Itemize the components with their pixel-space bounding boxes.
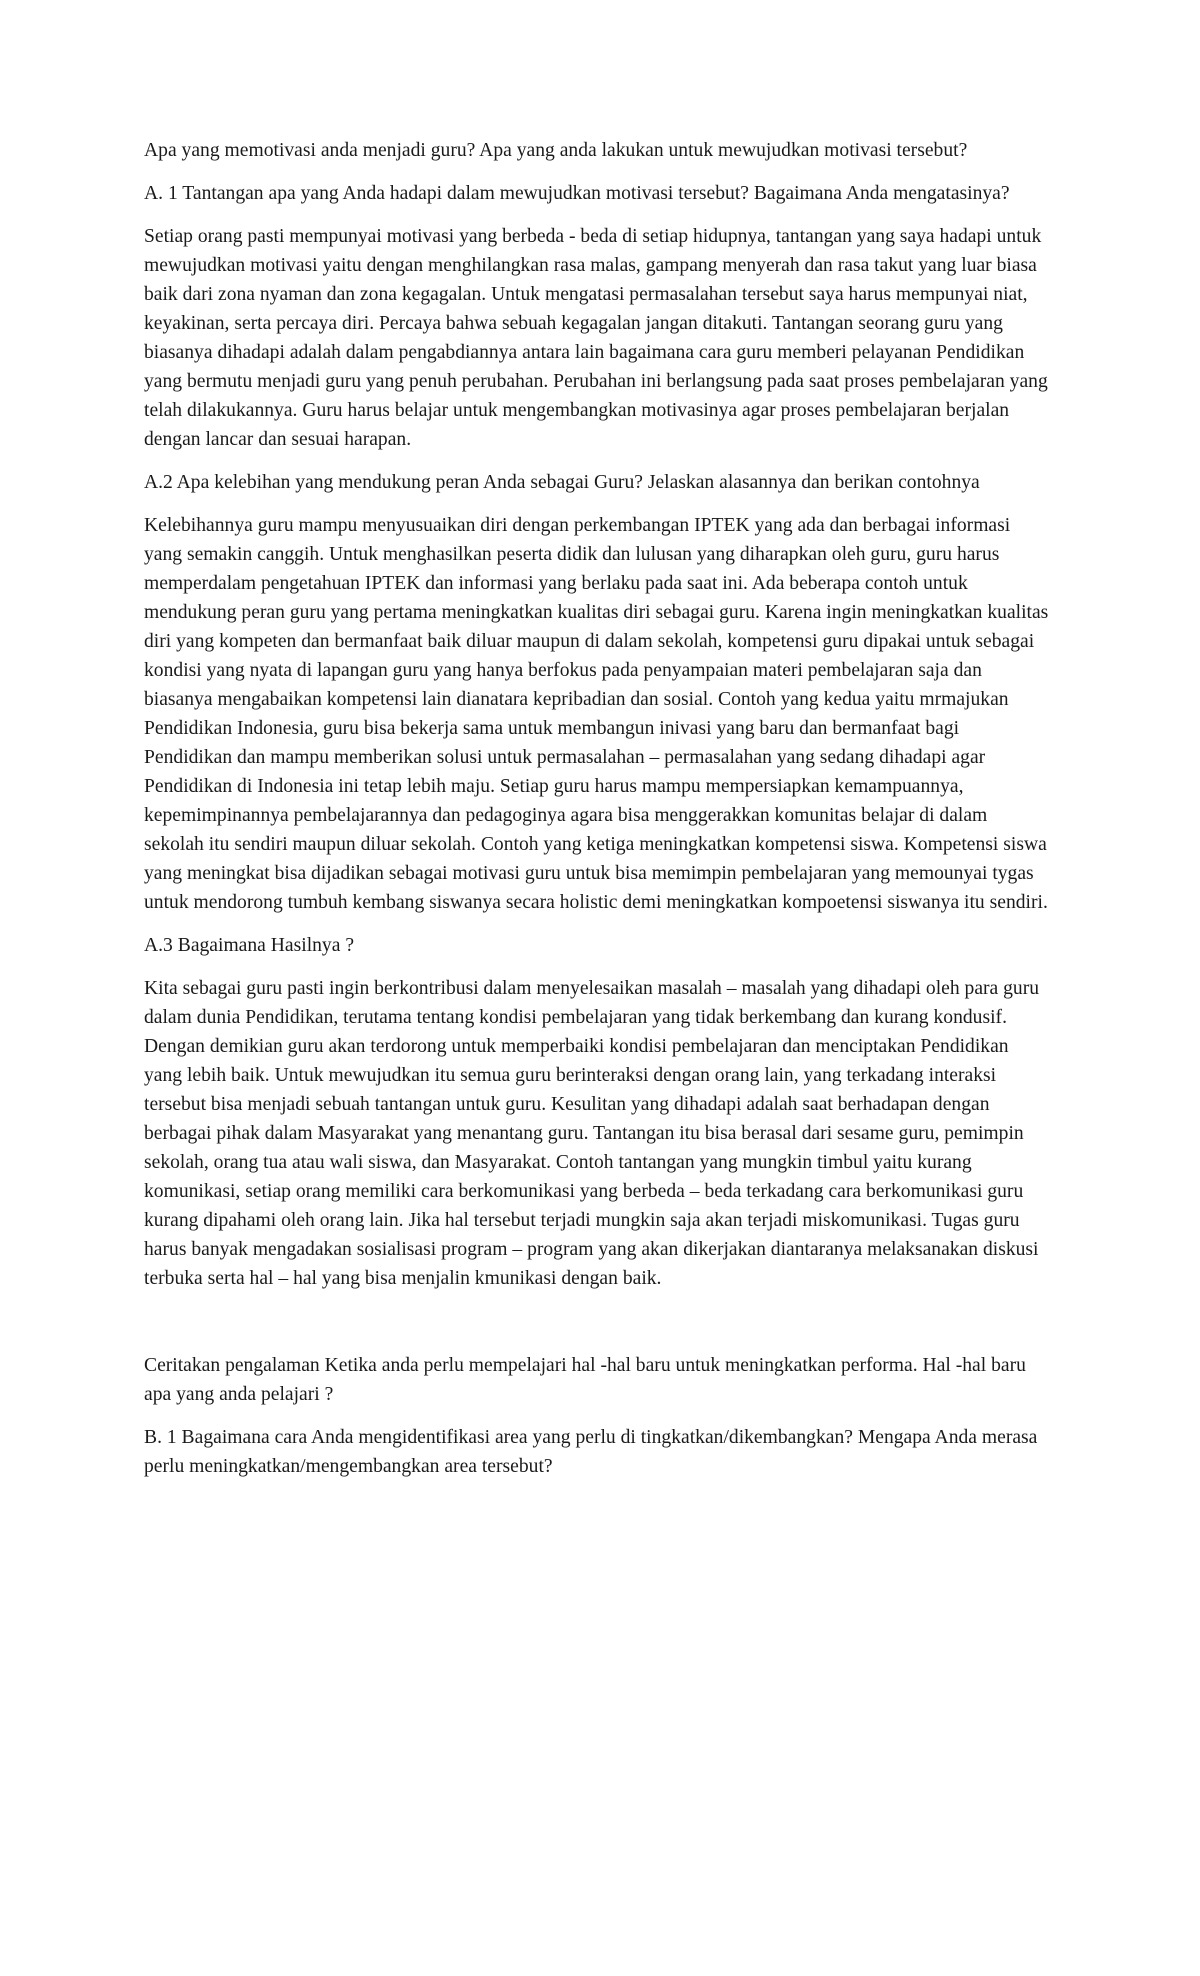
section-a2-heading: A.2 Apa kelebihan yang mendukung peran Anda sebagai Guru? Jelaskan alasannya dan berikan contohnya bbox=[144, 472, 980, 493]
section-a1-body: Setiap orang pasti mempunyai motivasi yang berbeda - beda di setiap hidupnya, tantangan yang saya hadapi untuk mewujudkan motivasi yaitu dengan menghilangkan rasa malas, gampang menyerah dan rasa takut yang luar biasa baik dari zona nyaman dan zona kegagalan. Untuk mengatasi permasalahan tersebut saya harus mempunyai niat, keyakinan, serta percaya diri. Percaya bahwa sebuah kegagalan jangan ditakuti. Tantangan seorang guru yang biasanya dihadapi adalah dalam pengabdiannya antara lain bagaimana cara guru memberi pelayanan Pendidikan yang bermutu menjadi guru yang penuh perubahan. Perubahan ini berlangsung pada saat proses pembelajaran yang telah dilakukannya. Guru harus belajar untuk mengembangkan motivasinya agar proses pembelajaran berjalan dengan lancar dan sesuai harapan. bbox=[144, 226, 1048, 450]
section-a1-heading: A. 1 Tantangan apa yang Anda hadapi dalam mewujudkan motivasi tersebut? Bagaimana Anda mengatasinya? bbox=[144, 183, 1010, 204]
section-a3-heading: A.3 Bagaimana Hasilnya ? bbox=[144, 935, 355, 956]
question-1: Apa yang memotivasi anda menjadi guru? Apa yang anda lakukan untuk mewujudkan motivasi tersebut? bbox=[144, 140, 968, 161]
section-b1-heading: B. 1 Bagaimana cara Anda mengidentifikasi area yang perlu di tingkatkan/dikembangkan? Mengapa Anda merasa perlu meningkatkan/mengembangkan area tersebut? bbox=[144, 1427, 1038, 1477]
question-2: Ceritakan pengalaman Ketika anda perlu mempelajari hal -hal baru untuk meningkatkan performa. Hal -hal baru apa yang anda pelajari ? bbox=[144, 1355, 1026, 1405]
document-body bbox=[144, 136, 1049, 1495]
section-a3-body: Kita sebagai guru pasti ingin berkontribusi dalam menyelesaikan masalah – masalah yang dihadapi oleh para guru dalam dunia Pendidikan, terutama tentang kondisi pembelajaran yang tidak berkembang dan kurang kondusif. Dengan demikian guru akan terdorong untuk memperbaiki kondisi pembelajaran dan menciptakan Pendidikan yang lebih baik. Untuk mewujudkan itu semua guru berinteraksi dengan orang lain, yang terkadang interaksi tersebut bisa menjadi sebuah tantangan untuk guru. Kesulitan yang dihadapi adalah saat berhadapan dengan berbagai pihak dalam Masyarakat yang menantang guru. Tantangan itu bisa berasal dari sesame guru, pemimpin sekolah, orang tua atau wali siswa, dan Masyarakat. Contoh tantangan yang mungkin timbul yaitu kurang komunikasi, setiap orang memiliki cara berkomunikasi yang berbeda – beda terkadang cara berkomunikasi guru kurang dipahami oleh orang lain. Jika hal tersebut terjadi mungkin saja akan terjadi miskomunikasi. Tugas guru harus banyak mengadakan sosialisasi program – program yang akan dikerjakan diantaranya melaksanakan diskusi terbuka serta hal – hal yang bisa menjalin kmunikasi dengan baik. bbox=[144, 978, 1040, 1289]
section-spacer bbox=[144, 1307, 1049, 1351]
section-a2-body: Kelebihannya guru mampu menyusuaikan diri dengan perkembangan IPTEK yang ada dan berbagai informasi yang semakin canggih. Untuk menghasilkan peserta didik dan lulusan yang diharapkan oleh guru, guru harus memperdalam pengetahuan IPTEK dan informasi yang berlaku pada saat ini. Ada beberapa contoh untuk mendukung peran guru yang pertama meningkatkan kualitas diri sebagai guru. Karena ingin meningkatkan kualitas diri yang kompeten dan bermanfaat baik diluar maupun di dalam sekolah, kompetensi guru dipakai untuk sebagai kondisi yang nyata di lapangan guru yang hanya berfokus pada penyampaian materi pembelajaran saja dan biasanya mengabaikan kompetensi lain dianatara kepribadian dan sosial. Contoh yang kedua yaitu mrmajukan Pendidikan Indonesia, guru bisa bekerja sama untuk membangun inivasi yang baru dan bermanfaat bagi Pendidikan dan mampu memberikan solusi untuk permasalahan – permasalahan yang sedang dihadapi agar Pendidikan di Indonesia ini tetap lebih maju. Setiap guru harus mampu mempersiapkan kemampuannya, kepemimpinannya pembelajarannya dan pedagoginya agara bisa menggerakkan komunitas belajar di dalam sekolah itu sendiri maupun diluar sekolah. Contoh yang ketiga meningkatkan kompetensi siswa. Kompetensi siswa yang meningkat bisa dijadikan sebagai motivasi guru untuk bisa memimpin pembelajaran yang memounyai tygas untuk mendorong tumbuh kembang siswanya secara holistic demi meningkatkan kompoetensi siswanya itu sendiri. bbox=[144, 515, 1049, 913]
